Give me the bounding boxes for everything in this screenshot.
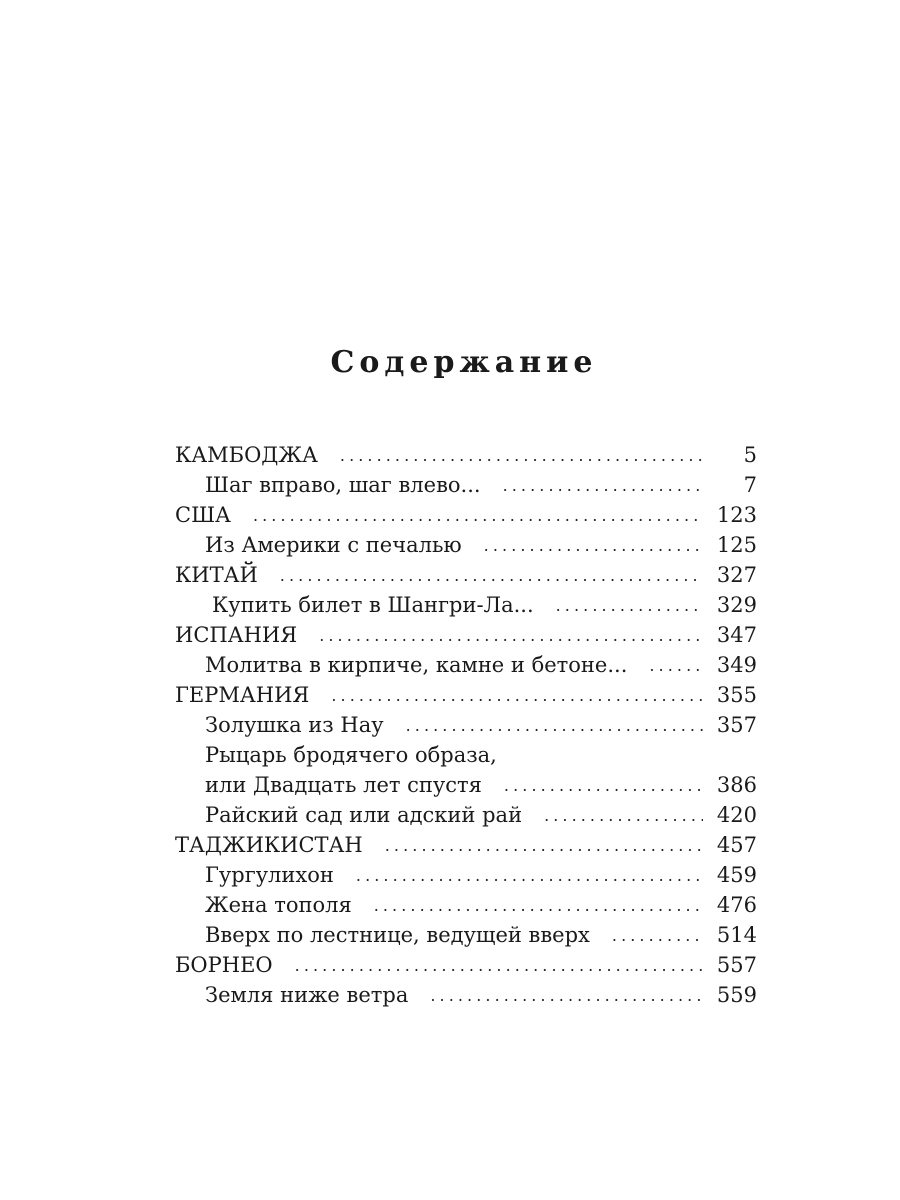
- toc-entry-title: Рыцарь бродячего образа,: [205, 743, 497, 767]
- dot-leader: [385, 831, 703, 861]
- toc-page-number: 5: [743, 443, 757, 467]
- toc-section-row[interactable]: [175, 560, 757, 590]
- toc-page-number: 355: [716, 683, 757, 707]
- dot-leader: [406, 711, 703, 741]
- toc-page-number: 386: [716, 773, 757, 797]
- toc-entry-title: Из Америки с печалью: [205, 533, 462, 557]
- dot-leader: [331, 681, 703, 711]
- dot-leader: [484, 531, 703, 561]
- toc-chapter-row[interactable]: [175, 800, 757, 830]
- toc-entry-title: Шаг вправо, шаг влево...: [205, 473, 481, 497]
- toc-page-number: 349: [716, 653, 757, 677]
- toc-entry-title: Вверх по лестнице, ведущей вверх: [205, 923, 590, 947]
- dot-leader: [319, 621, 703, 651]
- toc-page-number: 557: [716, 953, 757, 977]
- toc-page-number: 420: [716, 803, 757, 827]
- toc-entry-title: Райский сад или адский рай: [205, 803, 523, 827]
- dot-leader: [544, 801, 703, 831]
- page-title: Содержание: [330, 345, 598, 380]
- toc-entry-title: или Двадцать лет спустя: [205, 773, 482, 797]
- toc-page-number: 329: [716, 593, 757, 617]
- dot-leader: [374, 891, 703, 921]
- toc-entry-title: Жена тополя: [205, 893, 352, 917]
- toc-section-row[interactable]: [175, 440, 757, 470]
- toc-entry-title: Гургулихон: [205, 863, 334, 887]
- toc-chapter-row[interactable]: [175, 590, 757, 620]
- dot-leader: [253, 501, 703, 531]
- toc-entry-title: КИТАЙ: [175, 563, 258, 587]
- toc-chapter-row[interactable]: [175, 890, 757, 920]
- toc-page-number: 457: [716, 833, 757, 857]
- toc-entry-title: ИСПАНИЯ: [175, 623, 298, 647]
- toc-chapter-row[interactable]: [175, 740, 757, 770]
- toc-page-number: 125: [716, 533, 757, 557]
- toc-entry-title: ТАДЖИКИСТАН: [175, 833, 363, 857]
- toc-page-number: 347: [716, 623, 757, 647]
- toc-chapter-row[interactable]: [175, 710, 757, 740]
- toc-section-row[interactable]: [175, 830, 757, 860]
- toc-entry-title: Земля ниже ветра: [205, 983, 409, 1007]
- toc-page-number: 357: [716, 713, 757, 737]
- dot-leader: [295, 951, 703, 981]
- dot-leader: [612, 921, 703, 951]
- toc-chapter-row[interactable]: [175, 980, 757, 1010]
- dot-leader: [430, 981, 703, 1011]
- toc-entry-title: Молитва в кирпиче, камне и бетоне...: [205, 653, 628, 677]
- toc-page-number: 514: [716, 923, 757, 947]
- toc-chapter-row[interactable]: [175, 530, 757, 560]
- toc-chapter-row[interactable]: [175, 470, 757, 500]
- dot-leader: [504, 771, 703, 801]
- toc-page-number: 123: [716, 503, 757, 527]
- toc-section-row[interactable]: [175, 620, 757, 650]
- toc-chapter-row[interactable]: [175, 770, 757, 800]
- toc-entry-title: КАМБОДЖА: [175, 443, 318, 467]
- toc-section-row[interactable]: [175, 950, 757, 980]
- dot-leader: [649, 651, 703, 681]
- dot-leader: [340, 441, 703, 471]
- toc-entry-title: Золушка из Нау: [205, 713, 384, 737]
- toc-page-number: 476: [716, 893, 757, 917]
- toc-page-number: 327: [716, 563, 757, 587]
- toc-entry-title: Купить билет в Шангри-Ла...: [212, 593, 534, 617]
- toc-chapter-row[interactable]: [175, 920, 757, 950]
- toc-section-row[interactable]: [175, 500, 757, 530]
- dot-leader: [280, 561, 703, 591]
- dot-leader: [356, 861, 703, 891]
- toc-page-number: 7: [743, 473, 757, 497]
- toc-entry-title: ГЕРМАНИЯ: [175, 683, 310, 707]
- dot-leader: [503, 471, 703, 501]
- toc-section-row[interactable]: [175, 680, 757, 710]
- toc-page-number: 559: [716, 983, 757, 1007]
- toc-entry-title: США: [175, 503, 231, 527]
- toc-page-number: 459: [716, 863, 757, 887]
- toc-chapter-row[interactable]: [175, 860, 757, 890]
- toc-chapter-row[interactable]: [175, 650, 757, 680]
- toc-entry-title: БОРНЕО: [175, 953, 273, 977]
- table-of-contents: [175, 440, 757, 1010]
- dot-leader: [556, 591, 703, 621]
